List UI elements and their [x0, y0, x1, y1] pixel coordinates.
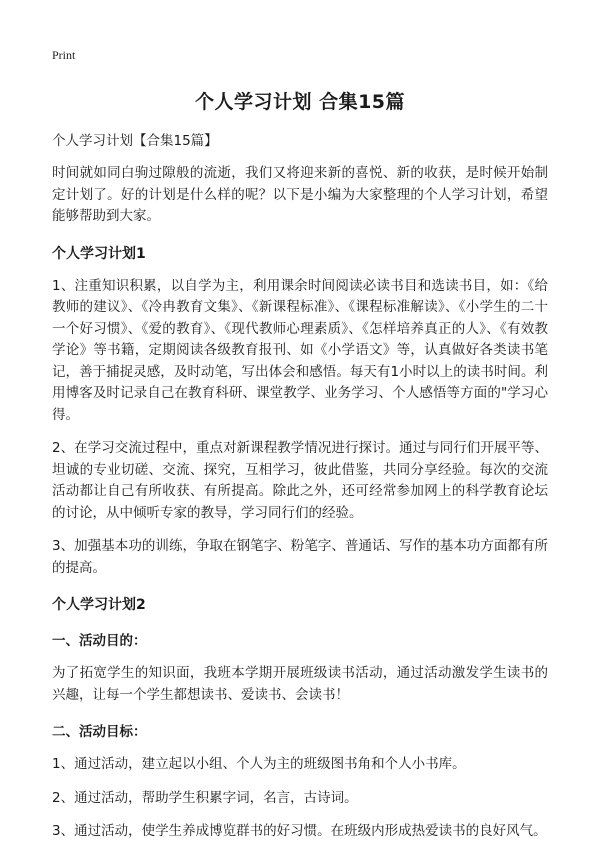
intro-paragraph: 时间就如同白驹过隙般的流逝，我们又将迎来新的喜悦、新的收获，是时候开始制定计划了。好的计划是什么样的呢？以下是小编为大家整理的个人学习计划，希望能够帮助到大家。 — [52, 165, 548, 224]
purpose-paragraph: 为了拓宽学生的知识面，我班本学期开展班级读书活动，通过活动激发学生读书的兴趣，让每一个学生都想读书、爱读书、会读书！ — [52, 665, 548, 703]
plan-1-paragraph: 1、注重知识积累，以自学为主，利用课余时间阅读必读书目和选读书目，如：《给教师的建议》、《冷冉教育文集》、《新课程标准》、《课程标准解读》、《小学生的二十一个好习惯》、《爱的教育》、《现代教师心理素质》、《怎样培养真正的人》、《有效教学论》等书籍，定期阅读各级教育报刊、如《小学语文》等，认真做好各类读书笔记，善于捕捉灵感，及时动笔，写出体会和感悟。每天有1小时以上的读书时间。利用博客及时记录自己在教育科研、课堂教学、业务学习、个人感悟等方面的"学习心得。 — [52, 277, 548, 423]
document-subtitle: 个人学习计划【合集15篇】 — [52, 133, 218, 149]
page-title: 个人学习计划 合集15篇 — [194, 91, 406, 113]
goal-item: 1、通过活动，建立起以小组、个人为主的班级图书角和个人小书库。 — [52, 756, 466, 772]
goal-item: 2、通过活动，帮助学生积累字词，名言，古诗词。 — [52, 789, 358, 806]
plan-1-paragraph: 3、加强基本功的训练，争取在钢笔字、粉笔字、普通话、写作的基本功方面都有所的提高。 — [52, 538, 548, 576]
section-heading-plan-1: 个人学习计划1 — [52, 245, 146, 262]
plan-1-paragraph: 2、在学习交流过程中，重点对新课程教学情况进行探讨。通过与同行们开展平等、坦诚的专业切磋、交流、探究，互相学习，彼此借鉴，共同分享经验。每次的交流活动都让自己有所收获、有所提高。除此之外，还可经常参加网上的科学教育论坛的讨论，从中倾听专家的教导，学习同行们的经验。 — [52, 440, 548, 521]
goals-heading: 二、活动目标： — [52, 724, 147, 740]
print-link[interactable]: Print — [52, 48, 76, 62]
goal-item: 3、通过活动，使学生养成博览群书的好习惯。在班级内形成热爱读书的良好风气。 — [52, 823, 547, 839]
purpose-heading: 一、活动目的： — [52, 633, 147, 649]
section-heading-plan-2: 个人学习计划2 — [52, 597, 146, 613]
